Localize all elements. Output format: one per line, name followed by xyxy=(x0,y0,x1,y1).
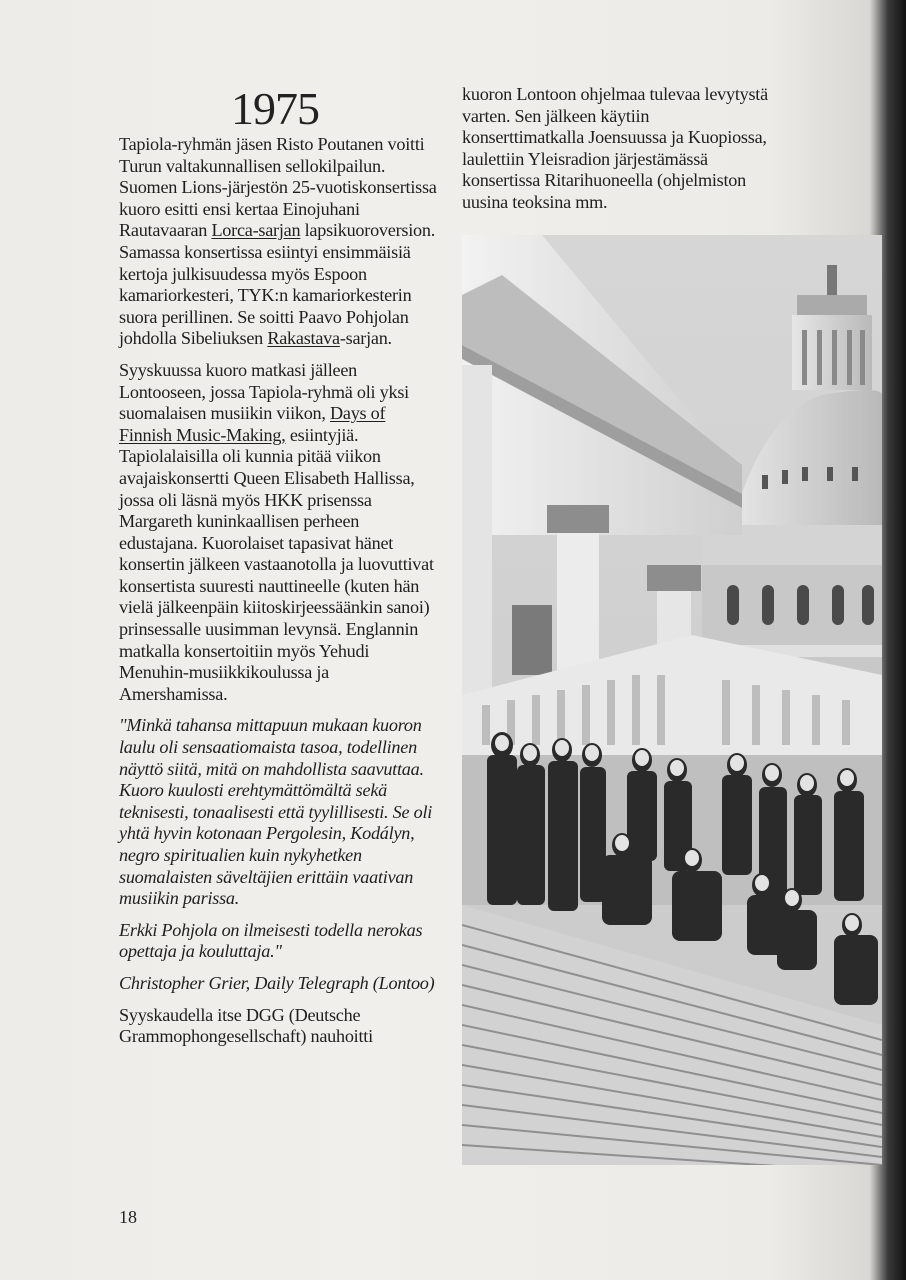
paragraph-1-text-a: Tapiola-ryhmän jäsen Risto Poutanen voitti Turun valtakunnallisen sellokilpailun. Suomen Lions-järjestön 25-vuotiskonsertissa kuoro esitti ensi kertaa Einojuhani Rautavaaran xyxy=(119,134,437,241)
paragraph-3: Syyskaudella itse DGG (Deutsche Grammophongesellschaft) nauhoitti xyxy=(119,1004,373,1047)
review-quote-closing: Erkki Pohjola on ilmeisesti todella nerokas opettaja ja kouluttaja." xyxy=(119,919,423,962)
review-attribution: Christopher Grier, Daily Telegraph (Lontoo) xyxy=(119,972,435,993)
paragraph-2-text-a: Syyskuussa kuoro matkasi jälleen Lontooseen, jossa Tapiola-ryhmä oli yksi suomalaisen musiikin viikon, xyxy=(119,359,409,424)
photo-illustration xyxy=(462,235,882,1165)
paragraph-1 xyxy=(119,134,437,350)
days-of-finnish-music-title: Days of Finnish Music-Making, xyxy=(119,403,386,445)
page-number: 18 xyxy=(119,1207,137,1227)
paragraph-1-text-c: -sarjan. xyxy=(339,328,392,349)
year-heading: 1975 xyxy=(231,83,319,134)
rakastava-title: Rakastava xyxy=(267,328,340,349)
right-text-column xyxy=(462,84,772,224)
lorca-sarjan-title: Lorca-sarjan xyxy=(211,220,301,241)
capitol-choir-photo xyxy=(462,235,882,1165)
paragraph-1-text-b: lapsikuoroversion. Samassa konsertissa esiintyi ensimmäisiä kertoja julkisuudessa myös Espoon kamariorkesteri, TYK:n kamariorkesterin suora perillinen. Se soitti Paavo Pohjolan johdolla Sibeliuksen xyxy=(119,220,435,349)
right-paragraph-1: kuoron Lontoon ohjelmaa tulevaa levytystä varten. Sen jälkeen käytiin konserttimatkalla Joensuussa ja Kuopiossa, laulettiin Yleisradion järjestämässä konsertissa Ritarihuoneella (ohjelmiston uusina teoksina mm. xyxy=(462,84,768,212)
paragraph-2 xyxy=(119,360,437,706)
review-quote: "Minkä tahansa mittapuun mukaan kuoron laulu oli sensaatiomaista tasoa, todellinen näyttö siitä, mitä on mahdollista saavuttaa. Kuoro kuulosti erehtymättömältä sekä teknisesti, tonaalisesti että tyylillisesti. Se oli yhtä hyvin kotonaan Pergolesin, Kodályn, negro spiritualien kuin nykyhetken suomalaisten säveltäjien erittäin vaativan musiikin parissa. xyxy=(119,715,433,909)
left-text-column xyxy=(119,134,437,1058)
paragraph-2-text-b: esiintyjiä. Tapiolalaisilla oli kunnia pitää viikon avajaiskonsertti Queen Elisabeth Hallissa, jossa oli läsnä myös HKK prisenssa Margareth kuninkaallisen perheen edustajana. Kuorolaiset tapasivat hänet konsertin jälkeen vastaanotolla ja luovuttivat konsertista suuresti nauttineelle (kuten hän vielä jälkeenpäin kiitoskirjeessäänkin sanoi) prinsessalle uusimman levynsä. Englannin matkalla konsertoitiin myös Yehudi Menuhin-musiikkikoulussa ja Amershamissa. xyxy=(119,424,434,704)
